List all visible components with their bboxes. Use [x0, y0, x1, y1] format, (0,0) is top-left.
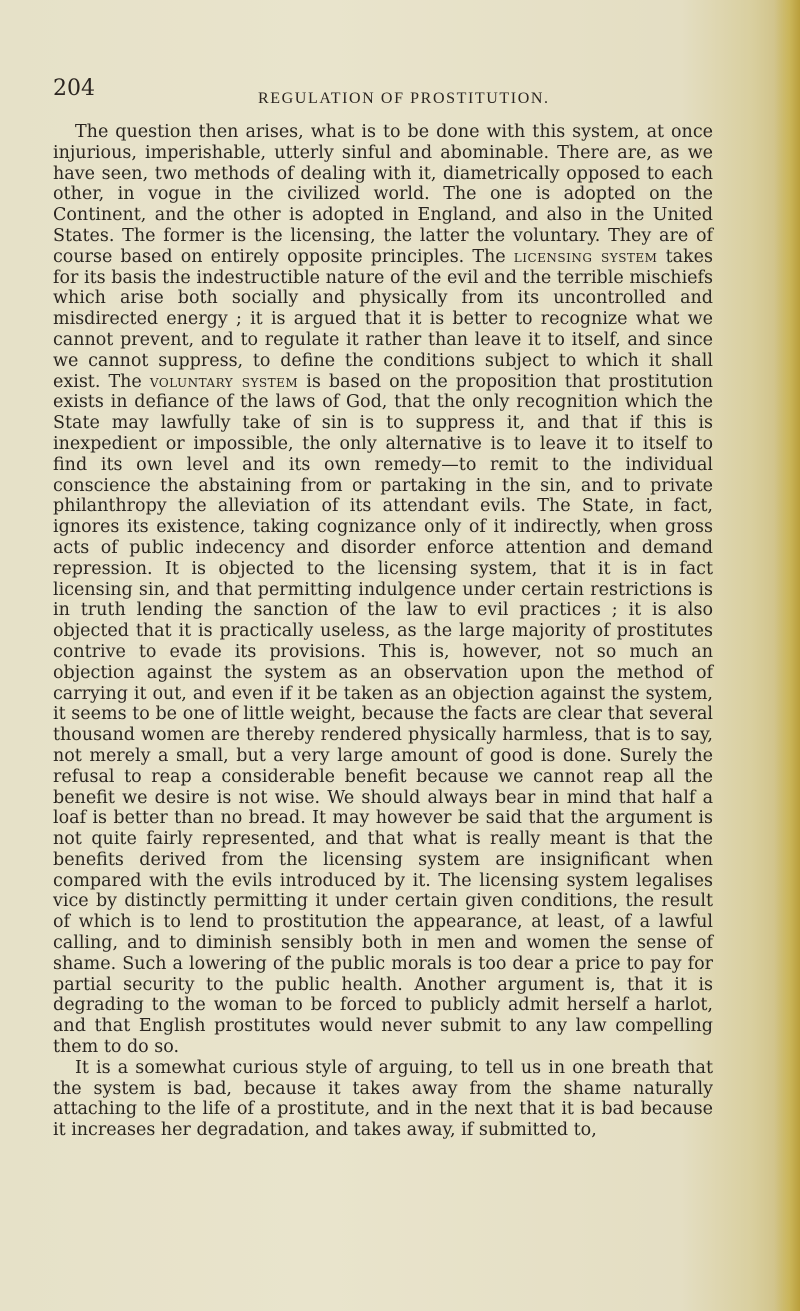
- paragraph-1-text-c: is based on the proposition that prostitution exists in defiance of the laws of God, that the only recognition which the State may lawfully take of sin is to suppress it, and that if this is inexpedient or impossible, the only alternative is to leave it to itself to find its own level and its own remedy—to remit to the individual conscience the abstaining from or partaking in the sin, and to private philanthropy the alleviation of its attendant evils. The State, in fact, ignores its existence, taking cognizance only of it indirectly, when gross acts of public indecency and disorder enforce attention and demand repression. It is objected to the licensing system, that it is in fact licensing sin, and that permitting indulgence under certain restrictions is in truth lending the sanction of the law to evil practices ; it is also objected that it is practically useless, as the large majority of prostitutes contrive to evade its provisions. This is, however, not so much an objection against the system as an observation upon the method of carrying it out, and even if it be taken as an objection against the system, it seems to be one of little weight, because the facts are clear that several thousand women are thereby rendered physically harmless, that is to say, not merely a small, but a very large amount of good is done. Surely the refusal to reap a considerable benefit because we cannot reap all the benefit we desire is not wise. We should always bear in mind that half a loaf is better than no bread. It may however be said that the argument is not quite fairly represented, and that what is really meant is that the benefits derived from the licensing system are insignificant when compared with the evils introduced by it. The licensing system legalises vice by distinctly permitting it under certain given conditions, the result of which is to lend to prostitution the appearance, at least, of a lawful calling, and to diminish sensibly both in men and women the sense of shame. Such a lowering of the public morals is too dear a price to pay for partial security to the public health. Another argument is, that it is degrading to the woman to be forced to publicly admit herself a harlot, and that English prostitutes would never submit to any law compelling them to do so.: [53, 371, 713, 1058]
- paragraph-1: [53, 122, 713, 1058]
- page-header: [0, 76, 800, 112]
- term-licensing-system: licensing system: [513, 246, 658, 267]
- paragraph-2: It is a somewhat curious style of arguing, to tell us in one breath that the system is bad, because it takes away from the shame naturally attaching to the life of a prostitute, and in the next that it is bad because it increases her degradation, and takes away, if submitted to,: [53, 1057, 713, 1141]
- running-head: REGULATION OF PROSTITUTION.: [258, 90, 550, 107]
- paragraph-1-text-b: takes for its basis the indestructible nature of the evil and the terrible mischiefs which arise both socially and physically from its uncontrolled and misdirected energy ; it is argued that it is better to recognize what we cannot prevent, and to regulate it rather than leave it to itself, and since we cannot suppress, to define the conditions subject to which it shall exist. The: [53, 246, 713, 392]
- page-edge-shading: [774, 0, 800, 1311]
- page-number: 204: [53, 76, 95, 101]
- term-voluntary-system: voluntary system: [149, 371, 299, 392]
- paragraph-1-text-a: The question then arises, what is to be done with this system, at once injurious, imperishable, utterly sinful and abominable. There are, as we have seen, two methods of dealing with it, diametrically opposed to each other, in vogue in the civilized world. The one is adopted on the Continent, and the other is adopted in England, and also in the United States. The former is the licensing, the latter the voluntary. They are of course based on entirely opposite principles. The: [53, 122, 713, 267]
- body-text: [53, 122, 713, 1141]
